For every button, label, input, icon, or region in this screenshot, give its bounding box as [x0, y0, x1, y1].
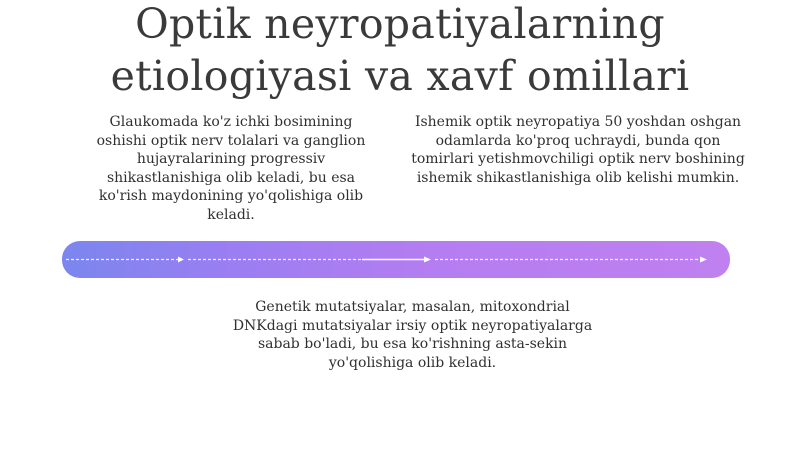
arrow-head-1-icon — [178, 257, 184, 263]
title-line-1: Optik neyropatiyalarning — [135, 0, 665, 48]
timeline-arrows — [62, 241, 730, 278]
text-block-glaucoma: Glaukomada ko'z ichki bosimining oshishi optik nerv tolalari va ganglion hujayralarining progressiv shikastlanishiga olib keladi, bu esa ko'rish maydonining yo'qolishiga olib keladi. — [96, 114, 366, 223]
text-block-genetic: Genetik mutatsiyalar, masalan, mitoxondrial DNKdagi mutatsiyalar irsiy optik neyropatiyalarga sabab bo'ladi, bu esa ko'rishning asta-sekin yo'qolishiga olib keladi. — [232, 299, 593, 371]
page-title — [0, 0, 800, 102]
timeline-bar — [62, 241, 730, 278]
text-block-ischemic: Ishemik optik neyropatiya 50 yoshdan oshgan odamlarda ko'proq uchraydi, bunda qon tomirlari yetishmovchiligi optik nerv boshining ishemik shikastlanishiga olib kelishi mumkin. — [411, 114, 745, 186]
arrow-head-2-icon — [424, 257, 431, 263]
title-line-2: etiologiyasi va xavf omillari — [110, 52, 690, 100]
arrow-head-3-icon — [700, 257, 707, 263]
